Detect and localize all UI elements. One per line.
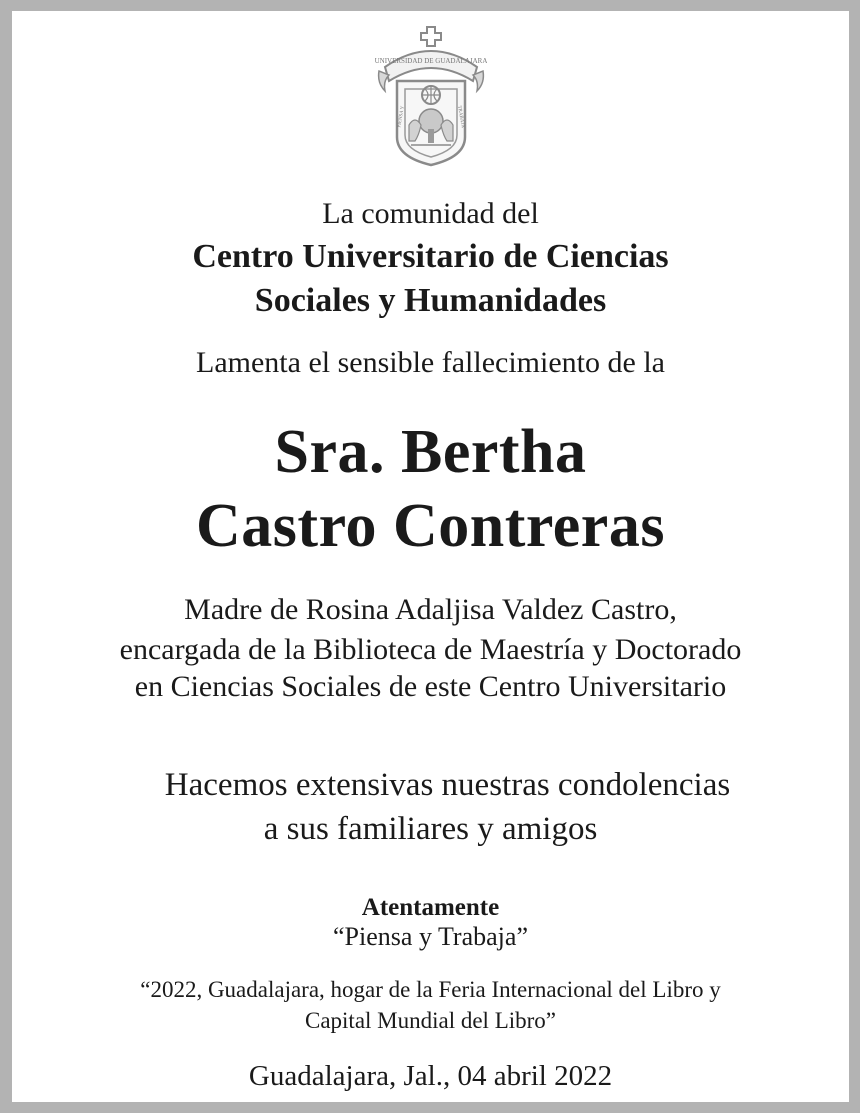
university-center-name-line1: Centro Universitario de Ciencias xyxy=(192,238,669,275)
slogan-line1: “2022, Guadalajara, hogar de la Feria Internacional del Libro y xyxy=(140,977,721,1002)
seal-motto-right: TRABAJA xyxy=(456,105,465,129)
place-date: Guadalajara, Jal., 04 abril 2022 xyxy=(248,1060,613,1092)
obituary-notice xyxy=(12,11,849,1102)
intro-text: La comunidad del xyxy=(322,197,539,230)
slogan-line2: Capital Mundial del Libro” xyxy=(304,1008,557,1033)
lament-text: Lamenta el sensible fallecimiento de la xyxy=(196,346,665,379)
deceased-name-line2: Castro Contreras xyxy=(196,492,665,560)
condolence-line1: Hacemos extensivas nuestras condolencias xyxy=(164,767,731,803)
relation-text-line1: Madre de Rosina Adaljisa Valdez Castro, xyxy=(184,593,677,626)
university-seal-icon xyxy=(375,25,487,167)
condolence-line2: a sus familiares y amigos xyxy=(263,811,598,847)
closing-text: Atentamente xyxy=(361,894,500,921)
seal-motto-left: PIENSA Y xyxy=(397,105,406,129)
relation-text-line3: en Ciencias Sociales de este Centro Universitario xyxy=(134,670,727,703)
deceased-name-line1: Sra. Bertha xyxy=(274,418,587,486)
university-center-name-line2: Sociales y Humanidades xyxy=(254,282,607,319)
relation-text-line2: encargada de la Biblioteca de Maestría y Doctorado xyxy=(119,633,742,666)
seal-inscription: UNIVERSIDAD DE GUADALAJARA xyxy=(375,57,487,65)
motto-text: “Piensa y Trabaja” xyxy=(333,922,528,951)
